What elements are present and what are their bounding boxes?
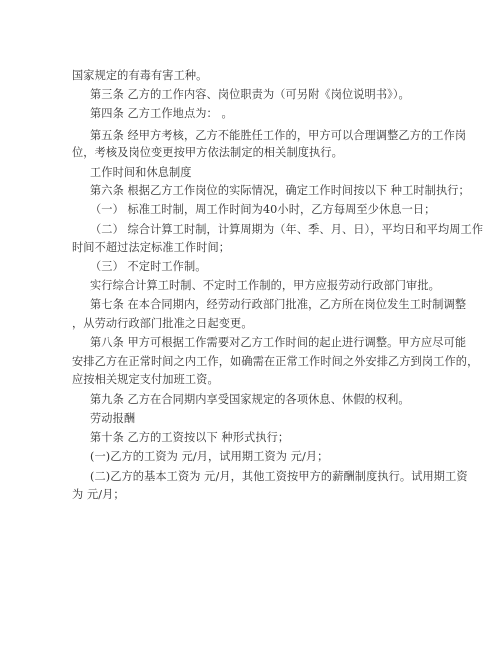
article-4: 第四条 乙方工作地点为： 。	[90, 107, 233, 120]
text-line: 安排乙方在正常时间之内工作，如确需在正常工作时间之外安排乙方到岗工作的，	[72, 355, 479, 368]
text-line: 国家规定的有毒有害工种。	[72, 69, 208, 82]
article-3: 第三条 乙方的工作内容、岗位职责为（可另附《岗位说明书》）。	[90, 88, 410, 101]
list-item: (二)乙方的基本工资为 元/月，其他工资按甲方的薪酬制度执行。试用期工资	[90, 470, 468, 483]
text-line: 应按相关规定支付加班工资。	[72, 373, 219, 386]
article-9: 第九条 乙方在合同期内享受国家规定的各项休息、休假的权利。	[90, 393, 410, 406]
section-heading-remuneration: 劳动报酬	[90, 412, 136, 425]
text-line: 为 元/月；	[72, 488, 125, 501]
text-line: 位，考核及岗位变更按甲方依法制定的相关制度执行。	[72, 146, 343, 159]
text-line: 时间不超过法定标准工作时间；	[72, 241, 231, 254]
article-10: 第十条 乙方的工资按以下 种形式执行；	[90, 431, 290, 444]
list-item: (一)乙方的工资为 元/月，试用期工资为 元/月；	[90, 450, 329, 463]
article-6: 第六条 根据乙方工作岗位的实际情况，确定工作时间按以下 种工时制执行；	[90, 184, 470, 197]
article-5: 第五条 经甲方考核，乙方不能胜任工作的，甲方可以合理调整乙方的工作岗	[90, 129, 467, 142]
list-item: （一） 标准工时制，周工作时间为40小时，乙方每周至少休息一日；	[90, 203, 436, 216]
article-8: 第八条 甲方可根据工作需要对乙方工作时间的起止进行调整。甲方应尽可能	[90, 336, 467, 349]
section-heading-work-hours: 工作时间和休息制度	[90, 166, 192, 179]
list-item: （二） 综合计算工时制，计算周期为（年、季、月、日），平均日和平均周工作	[90, 223, 484, 236]
article-7: 第七条 在本合同期内，经劳动行政部门批准，乙方所在岗位发生工时制调整	[90, 298, 467, 311]
text-line: ，从劳动行政部门批准之日起变更。	[72, 317, 253, 330]
list-item: （三） 不定时工作制。	[90, 260, 207, 273]
text-line: 实行综合计算工时制、不定时工作制的，甲方应报劳动行政部门审批。	[90, 279, 440, 292]
